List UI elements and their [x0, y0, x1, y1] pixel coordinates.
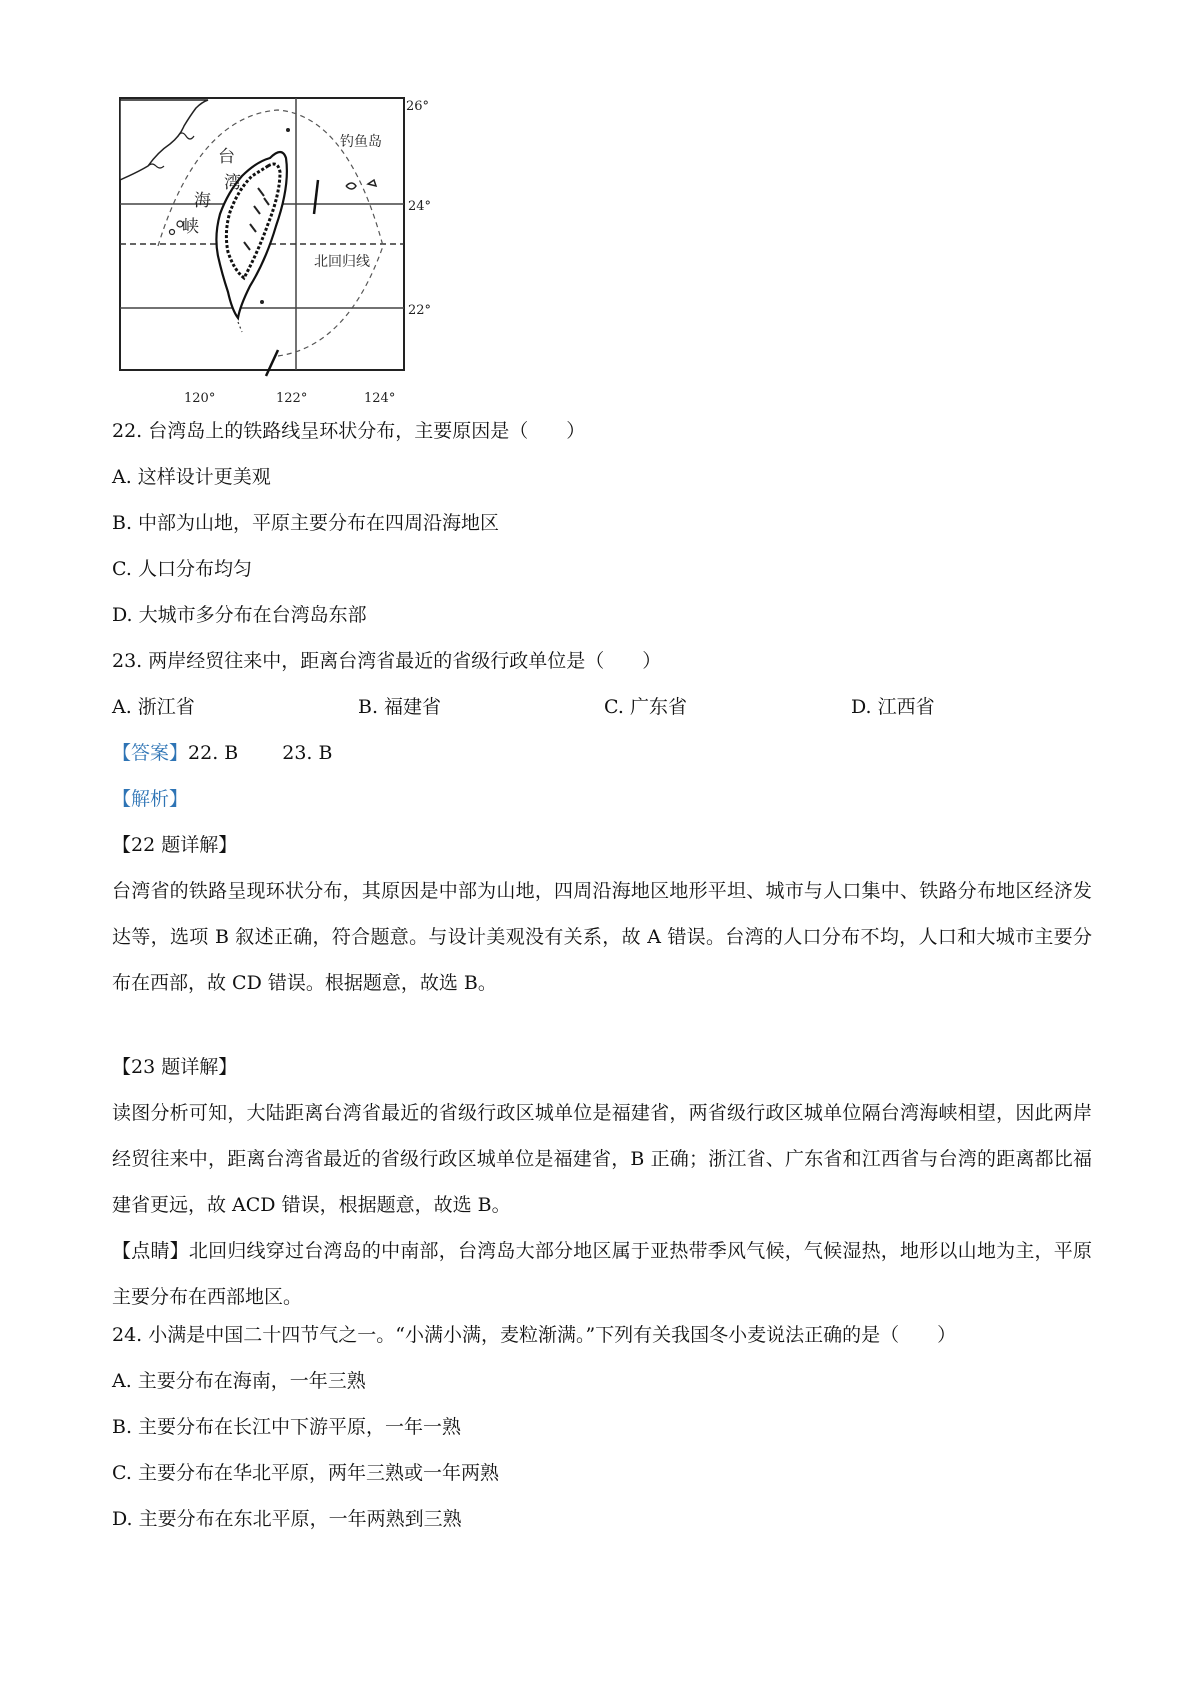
lat-label-22: 22° [408, 303, 432, 318]
detail-23-heading: 【23 题详解】 [112, 1056, 238, 1078]
q24-option-b: B. 主要分布在长江中下游平原，一年一熟 [112, 1416, 462, 1438]
q24-option-d: D. 主要分布在东北平原，一年两熟到三熟 [112, 1508, 462, 1530]
q23-option-b: B. 福建省 [358, 696, 442, 718]
diaoyu-label: 钓鱼岛 [340, 134, 382, 150]
taiwan-map-svg [118, 96, 448, 408]
diaoyu-islet [286, 128, 290, 132]
answer-line [112, 738, 332, 768]
lon-label-120: 120° [184, 391, 216, 406]
strait-label-1: 台 [218, 147, 235, 167]
lon-label-122: 122° [276, 391, 308, 406]
q23-option-c: C. 广东省 [604, 696, 687, 718]
q22-stem: 22. 台湾岛上的铁路线呈环状分布，主要原因是（ ） [112, 420, 586, 442]
q23-option-d: D. 江西省 [851, 696, 935, 718]
answer-22: 22. B [188, 742, 239, 764]
q24-stem: 24. 小满是中国二十四节气之一。“小满小满，麦粒渐满。”下列有关我国冬小麦说法正确的是（ ） [112, 1324, 957, 1346]
taiwan-map-figure [118, 96, 448, 408]
strait-label-4: 峡 [182, 217, 199, 237]
mainland-coast [120, 100, 208, 180]
q22-option-d: D. 大城市多分布在台湾岛东部 [112, 604, 367, 626]
detail-23-text: 读图分析可知，大陆距离台湾省最近的省级行政区城单位是福建省，两省级行政区城单位隔台湾海峡相望，因此两岸经贸往来中，距离台湾省最近的省级行政区城单位是福建省，B 正确；浙江省、广东省和江西省与台湾的距离都比福建省更远，故 ACD 错误，根据题意，故选 B。 [112, 1102, 1092, 1216]
note-text: 【点睛】北回归线穿过台湾岛的中南部，台湾岛大部分地区属于亚热带季风气候，气候湿热，地形以山地为主，平原主要分布在西部地区。 [112, 1240, 1092, 1308]
lat-label-24: 24° [408, 199, 432, 214]
detail-22-text: 台湾省的铁路呈现环状分布，其原因是中部为山地，四周沿海地区地形平坦、城市与人口集中、铁路分布地区经济发达等，选项 B 叙述正确，符合题意。与设计美观没有关系，故 A 错误。台湾的人口分布不均，人口和大城市主要分布在西部，故 CD 错误。根据题意，故选 B。 [112, 880, 1092, 994]
answer-23: 23. B [282, 742, 333, 764]
lat-label-26: 26° [406, 99, 430, 114]
penghu-islet [170, 230, 175, 235]
q23-option-a: A. 浙江省 [112, 696, 195, 718]
strait-label-2: 湾 [224, 173, 241, 193]
islet [260, 300, 264, 304]
trench-mark [266, 350, 278, 376]
trench-mark [314, 180, 318, 214]
lon-label-124: 124° [364, 391, 396, 406]
analysis-tag: 【解析】 [112, 788, 189, 810]
detail-22-heading: 【22 题详解】 [112, 834, 238, 856]
q24-option-c: C. 主要分布在华北平原，两年三熟或一年两熟 [112, 1462, 499, 1484]
tropic-label: 北回归线 [314, 254, 370, 270]
q22-option-b: B. 中部为山地，平原主要分布在四周沿海地区 [112, 512, 500, 534]
q23-stem: 23. 两岸经贸往来中，距离台湾省最近的省级行政单位是（ ） [112, 650, 662, 672]
dotted-line [238, 322, 242, 332]
q24-option-a: A. 主要分布在海南，一年三熟 [112, 1370, 366, 1392]
islet [346, 183, 356, 189]
islet [368, 180, 376, 186]
q22-option-a: A. 这样设计更美观 [112, 466, 271, 488]
q22-option-c: C. 人口分布均匀 [112, 558, 252, 580]
answer-tag: 【答案】 [112, 742, 189, 764]
strait-label-3: 海 [194, 191, 211, 211]
